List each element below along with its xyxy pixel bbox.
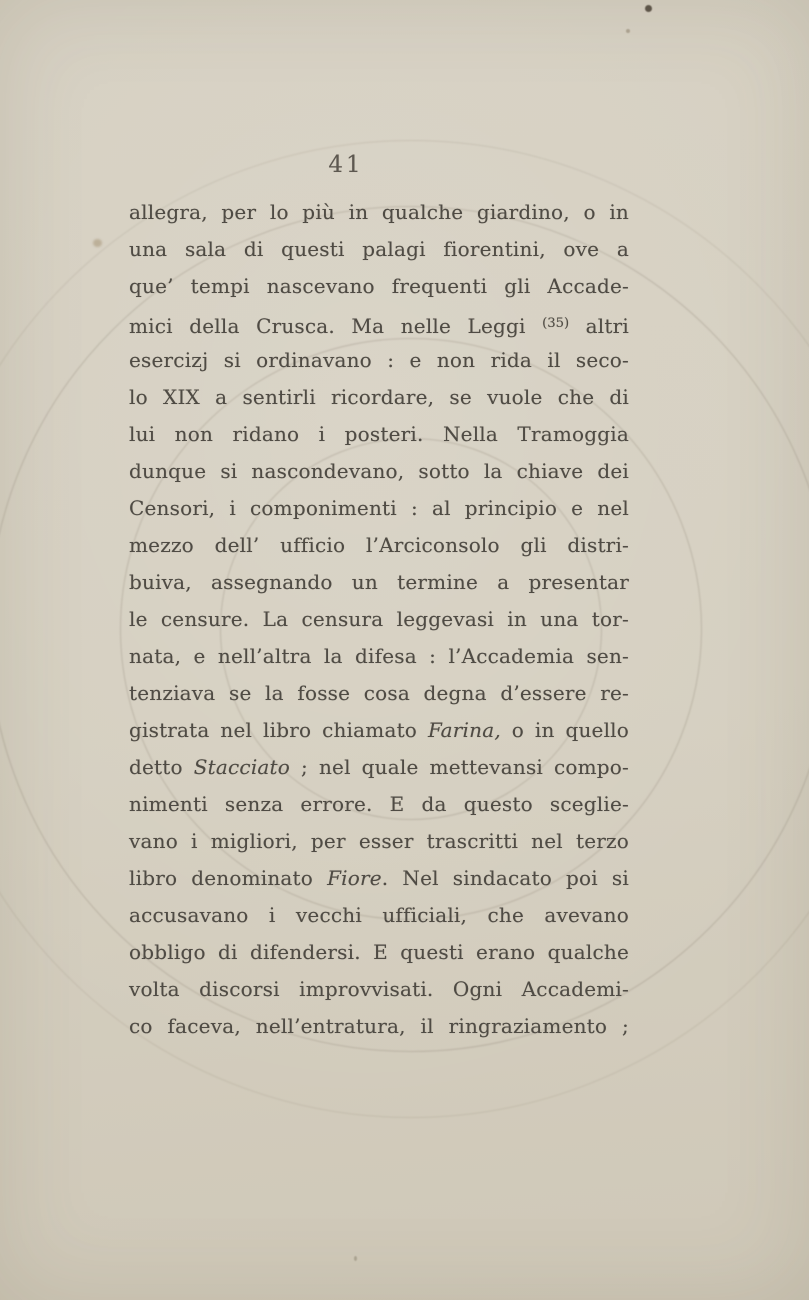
text-segment: nata, e nell’altra la difesa : l’Accademia sen- xyxy=(129,644,629,668)
text-segment: lui non ridano i posteri. Nella Tramoggia xyxy=(129,422,629,446)
text-segment: tenziava se la fosse cosa degna d’essere re- xyxy=(129,681,629,705)
text-segment: nimenti senza errore. E da questo sceglie- xyxy=(129,792,629,816)
text-segment: altri xyxy=(569,313,629,338)
italic-term: Fiore xyxy=(327,866,382,890)
text-segment: ; nel quale mettevansi compo- xyxy=(290,755,630,779)
footnote-reference: (35) xyxy=(542,316,570,331)
text-segment: allegra, per lo più in qualche giardino, o in xyxy=(129,200,629,224)
text-line xyxy=(129,934,629,971)
paper-stain-speck xyxy=(93,239,102,247)
italic-term: Farina, xyxy=(427,718,501,742)
text-segment: gistrata nel libro chiamato xyxy=(129,718,428,742)
text-line xyxy=(129,342,629,379)
text-segment: o in quello xyxy=(500,718,630,742)
text-line xyxy=(129,490,629,527)
ink-speck xyxy=(645,5,652,12)
text-line xyxy=(129,601,629,638)
text-line xyxy=(129,305,629,342)
ink-speck xyxy=(626,29,630,33)
text-line xyxy=(129,379,629,416)
text-segment: detto xyxy=(129,755,194,779)
text-line xyxy=(129,194,629,231)
text-segment: mici della Crusca. Ma nelle Leggi xyxy=(129,313,543,338)
page-text-block xyxy=(129,194,629,1045)
text-segment: lo XIX a sentirli ricordare, se vuole che di xyxy=(129,385,629,409)
text-line xyxy=(129,416,629,453)
text-line xyxy=(129,268,629,305)
text-segment: Censori, i componimenti : al principio e nel xyxy=(129,496,629,520)
text-segment: que’ tempi nascevano frequenti gli Accade- xyxy=(129,274,629,298)
text-line xyxy=(129,712,629,749)
text-segment: . Nel sindacato poi si xyxy=(381,866,629,890)
text-line xyxy=(129,823,629,860)
text-line xyxy=(129,749,629,786)
text-segment: obbligo di difendersi. E questi erano qualche xyxy=(129,940,629,964)
text-segment: co faceva, nell’entratura, il ringraziamento ; xyxy=(129,1014,629,1038)
text-line xyxy=(129,527,629,564)
text-line xyxy=(129,231,629,268)
text-segment: volta discorsi improvvisati. Ogni Accademi- xyxy=(129,977,629,1001)
text-line xyxy=(129,897,629,934)
text-line xyxy=(129,564,629,601)
text-segment: buiva, assegnando un termine a presentar xyxy=(129,570,629,594)
text-segment: accusavano i vecchi ufficiali, che avevano xyxy=(129,903,629,927)
text-line xyxy=(129,860,629,897)
text-segment: vano i migliori, per esser trascritti nel terzo xyxy=(129,829,629,853)
text-line xyxy=(129,1008,629,1045)
text-segment: esercizj si ordinavano : e non rida il seco- xyxy=(129,348,629,372)
text-line xyxy=(129,638,629,675)
paper-stain-speck xyxy=(354,1256,357,1261)
text-segment: libro denominato xyxy=(129,866,328,890)
text-line xyxy=(129,971,629,1008)
text-segment: dunque si nascondevano, sotto la chiave dei xyxy=(129,459,629,483)
text-segment: mezzo dell’ ufficio l’Arciconsolo gli distri- xyxy=(129,533,629,557)
page-number: 41 xyxy=(328,152,364,178)
text-segment: le censure. La censura leggevasi in una tor- xyxy=(129,607,629,631)
text-segment: una sala di questi palagi fiorentini, ove a xyxy=(129,237,629,261)
text-line xyxy=(129,453,629,490)
text-line xyxy=(129,786,629,823)
italic-term: Stacciato xyxy=(193,755,291,779)
text-line xyxy=(129,675,629,712)
